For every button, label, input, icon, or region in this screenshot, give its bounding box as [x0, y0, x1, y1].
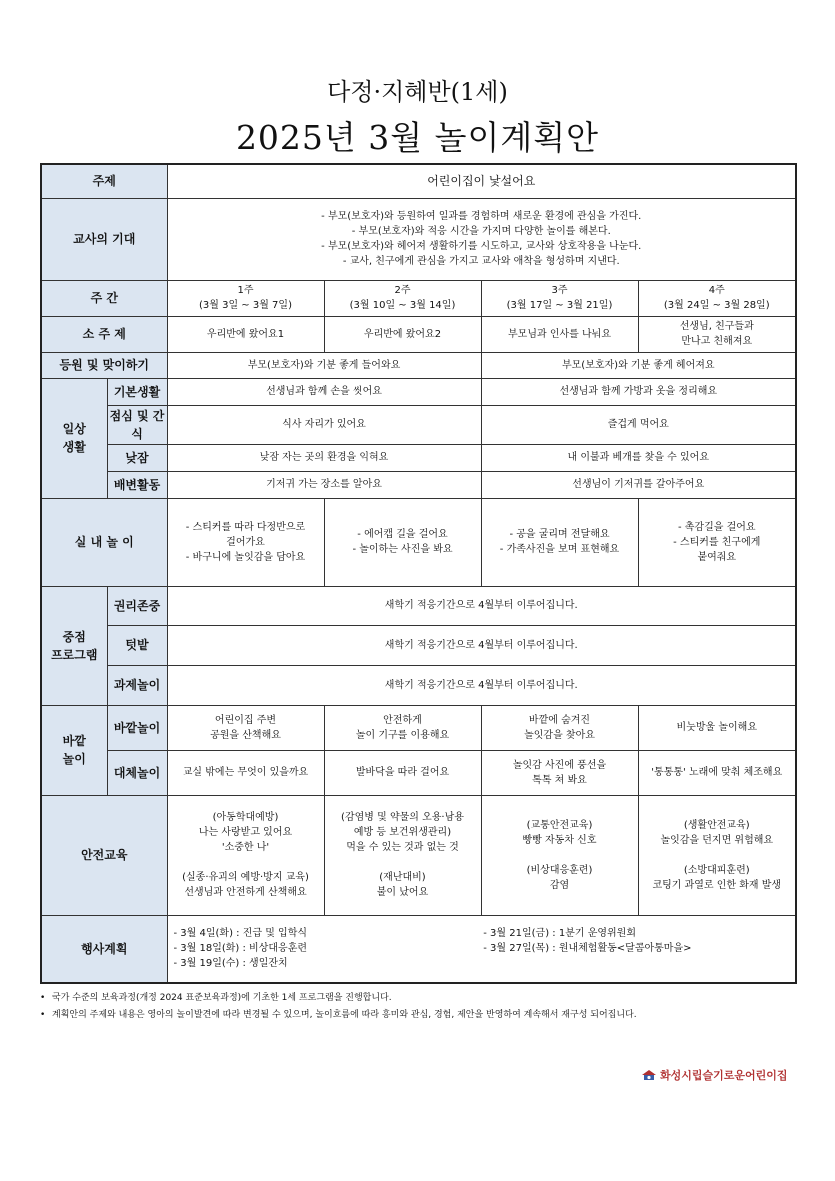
expectation-item: - 교사, 친구에게 관심을 가지고 교사와 애착을 형성하며 지낸다. [342, 256, 620, 267]
text-line [641, 848, 794, 863]
alt-play-label: 대체놀이 [107, 750, 167, 795]
text-line: (재난대비) [379, 872, 426, 883]
indoor-cell [324, 498, 481, 586]
rights-cell: 새학기 적응기간으로 4월부터 이루어집니다. [167, 586, 796, 625]
events-left [174, 926, 484, 971]
text-line: 놀이 [62, 752, 86, 766]
garden-cell: 새학기 적응기간으로 4월부터 이루어집니다. [167, 625, 796, 665]
text-line: 먹을 수 있는 것과 없는 것 [346, 842, 459, 853]
arrival-cell: 부모(보호자)와 기분 좋게 헤어져요 [481, 352, 796, 378]
text-line: (비상대응훈련) [526, 864, 593, 876]
text-line: (교통안전교육) [526, 819, 593, 831]
toilet-cell: 기저귀 가는 장소를 알아요 [167, 471, 481, 498]
text-line: 놀이 기구를 이용해요 [355, 729, 450, 741]
subtopic-cell [638, 316, 796, 352]
text-line: 안전하게 [383, 714, 422, 726]
basic-life-cell: 선생님과 함께 가방과 옷을 정리해요 [481, 378, 796, 405]
text-line: 바깥에 숨겨진 [528, 714, 591, 726]
teacher-expectations [167, 198, 796, 280]
alt-play-cell [481, 750, 638, 795]
alt-play-cell [324, 750, 481, 795]
event-item: - 3월 21일(금) : 1분기 운영위원회 [483, 928, 636, 940]
arrival-cell: 부모(보호자)와 기분 좋게 들어와요 [167, 352, 481, 378]
safety-cell [638, 795, 796, 915]
indoor-cell [481, 498, 638, 586]
subtopic-cell [324, 316, 481, 352]
garden-label: 텃밭 [107, 625, 167, 665]
safety-label: 안전교육 [41, 795, 167, 915]
event-item: - 3월 4일(화) : 진급 및 입학식 [173, 928, 308, 940]
text-line: 놀잇감을 찾아요 [524, 729, 595, 741]
focus-program-label [41, 586, 107, 705]
text-line: 교실 밖에는 무엇이 있을까요 [182, 767, 309, 778]
text-line: 바깥 [62, 734, 86, 748]
expectation-item: - 부모(보호자)와 헤어져 생활하기를 시도하고, 교사와 상호작용을 나눈다. [321, 241, 642, 252]
toilet-label: 배변활동 [107, 471, 167, 498]
outdoor-cell [324, 705, 481, 750]
text-line: 우리반에 왔어요1 [206, 328, 285, 340]
text-line: - 스티커를 따라 다정반으로 [185, 521, 306, 533]
nap-cell: 낮잠 자는 곳의 환경을 익혀요 [167, 444, 481, 471]
meal-label: 점심 및 간식 [107, 405, 167, 444]
text-line: 생활 [62, 440, 86, 454]
text-line: - 촉감길을 걸어요 [677, 521, 756, 533]
play-plan-table [40, 163, 797, 984]
indoor-label: 실 내 놀 이 [41, 498, 167, 586]
text-line: 선생님, 친구들과 [679, 321, 754, 332]
subtopic-label: 소 주 제 [41, 316, 167, 352]
text-line: 놀잇감 사진에 풍선을 [512, 759, 607, 771]
event-item: - 3월 19일(수) : 생일잔치 [173, 958, 288, 970]
text-line: - 바구니에 놀잇감을 담아요 [185, 551, 306, 563]
text-line: 붙여줘요 [697, 551, 737, 563]
text-line: 놀잇감을 던지면 위험해요 [660, 834, 774, 846]
indoor-cell [638, 498, 796, 586]
text-line: 프로그램 [51, 647, 98, 662]
text-line: (아동학대예방) [212, 812, 279, 823]
week-name: 4주 [708, 285, 725, 296]
science-cell: 새학기 적응기간으로 4월부터 이루어집니다. [167, 665, 796, 705]
text-line: '소중한 나' [221, 842, 270, 853]
alt-play-cell [638, 750, 796, 795]
daycare-name: 화성시립슬기로운어린이집 [660, 1069, 788, 1082]
nap-label: 낮잠 [107, 444, 167, 471]
text-line: 비눗방울 놀이해요 [676, 722, 757, 733]
text-line: 빵빵 자동차 신호 [522, 834, 597, 846]
text-line [327, 855, 479, 870]
topic-label: 주제 [41, 164, 167, 198]
basic-life-label: 기본생활 [107, 378, 167, 405]
events-cell [167, 915, 796, 983]
class-name: 다정·지혜반(1세) [327, 78, 508, 106]
event-item: - 3월 18일(화) : 비상대응훈련 [173, 943, 308, 955]
daily-life-label [41, 378, 107, 498]
events-label: 행사계획 [41, 915, 167, 983]
text-line: - 가족사진을 보며 표현해요 [499, 544, 620, 555]
text-line: 불이 났어요 [376, 887, 429, 898]
week-range: (3월 24일 ~ 3월 28일) [663, 300, 770, 311]
indoor-cell [167, 498, 324, 586]
safety-cell [324, 795, 481, 915]
toilet-cell: 선생님이 기저귀를 갈아주어요 [481, 471, 796, 498]
week-1 [167, 280, 324, 316]
text-line: - 스티커를 친구에게 [673, 536, 761, 548]
text-line: 만나고 친해져요 [681, 336, 753, 347]
note-item: • 국가 수준의 보육과정(개정 2024 표준보육과정)에 기초한 1세 프로그램을 진행합니다. [40, 990, 800, 1007]
outdoor-cell [638, 705, 796, 750]
text-line [484, 848, 636, 863]
text-line: '통통통' 노래에 맞춰 체조해요 [651, 767, 783, 778]
text-line: 코팅기 과열로 인한 화재 발생 [652, 879, 782, 891]
week-name: 3주 [551, 285, 568, 296]
arrival-label: 등원 및 맞이하기 [41, 352, 167, 378]
week-3 [481, 280, 638, 316]
week-name: 2주 [394, 285, 411, 296]
text-line: (감염병 및 약물의 오용·남용 [341, 812, 464, 823]
safety-cell [481, 795, 638, 915]
expectation-item: - 부모(보호자)와 적응 시간을 가지며 다양한 놀이를 해본다. [351, 226, 611, 237]
plan-title: 2025년 3월 놀이계획안 [235, 118, 600, 157]
science-label: 과제놀이 [107, 665, 167, 705]
outdoor-label: 바깥놀이 [107, 705, 167, 750]
text-line: 예방 등 보건위생관리) [353, 827, 452, 838]
outdoor-group-label [41, 705, 107, 795]
text-line: (소방대피훈련) [683, 864, 750, 876]
basic-life-cell: 선생님과 함께 손을 씻어요 [167, 378, 481, 405]
text-line: - 놀이하는 사진을 봐요 [352, 544, 453, 555]
week-name: 1주 [237, 285, 254, 296]
text-line [170, 855, 322, 870]
week-2 [324, 280, 481, 316]
events-right [483, 926, 793, 971]
outdoor-cell [167, 705, 324, 750]
nap-cell: 내 이불과 베개를 찾을 수 있어요 [481, 444, 796, 471]
meal-cell: 즐겁게 먹어요 [481, 405, 796, 444]
text-line: 감염 [549, 879, 570, 891]
note-item: • 계획안의 주제와 내용은 영아의 놀이발견에 따라 변경될 수 있으며, 놀이흐름에 따라 흥미와 관심, 경험, 제안을 반영하여 계속해서 재구성 되어집니다. [40, 1007, 800, 1024]
week-range: (3월 3일 ~ 3월 7일) [199, 300, 292, 311]
week-range: (3월 10일 ~ 3월 14일) [349, 300, 456, 311]
week-range: (3월 17일 ~ 3월 21일) [506, 300, 613, 311]
safety-cell [167, 795, 324, 915]
outdoor-cell [481, 705, 638, 750]
daycare-logo-icon [641, 1069, 657, 1081]
topic-value: 어린이집이 낯설어요 [167, 164, 796, 198]
text-line: (생활안전교육) [683, 819, 750, 831]
text-line: 발바닥을 따라 걸어요 [355, 767, 450, 778]
expectation-item: - 부모(보호자)와 등원하여 일과를 경험하며 새로운 환경에 관심을 가진다. [321, 211, 642, 222]
text-line: (실종·유괴의 예방·방지 교육) [182, 872, 309, 883]
text-line: 선생님과 안전하게 산책해요 [184, 887, 307, 898]
text-line: 공원을 산책해요 [210, 729, 281, 741]
subtopic-cell [481, 316, 638, 352]
rights-label: 권리존중 [107, 586, 167, 625]
text-line: - 공을 굴리며 전달해요 [509, 529, 610, 540]
text-line: 톡톡 쳐 봐요 [532, 774, 587, 786]
teacher-expect-label: 교사의 기대 [41, 198, 167, 280]
text-line: 부모님과 인사를 나눠요 [508, 328, 611, 340]
text-line: 걸어가요 [226, 536, 265, 548]
weeks-label: 주 간 [41, 280, 167, 316]
meal-cell: 식사 자리가 있어요 [167, 405, 481, 444]
text-line: 일상 [62, 422, 86, 436]
alt-play-cell [167, 750, 324, 795]
week-4 [638, 280, 796, 316]
event-item: - 3월 27일(목) : 원내체험활동<달콤아통마을> [483, 943, 692, 955]
text-line: 우리반에 왔어요2 [363, 328, 442, 340]
footer-logo [641, 1067, 788, 1083]
text-line: 중점 [62, 629, 86, 644]
text-line: 어린이집 주변 [214, 714, 277, 726]
text-line: 나는 사랑받고 있어요 [198, 827, 293, 838]
notes [40, 990, 800, 1023]
subtopic-cell [167, 316, 324, 352]
text-line: - 에어캡 길을 걸어요 [357, 529, 448, 540]
